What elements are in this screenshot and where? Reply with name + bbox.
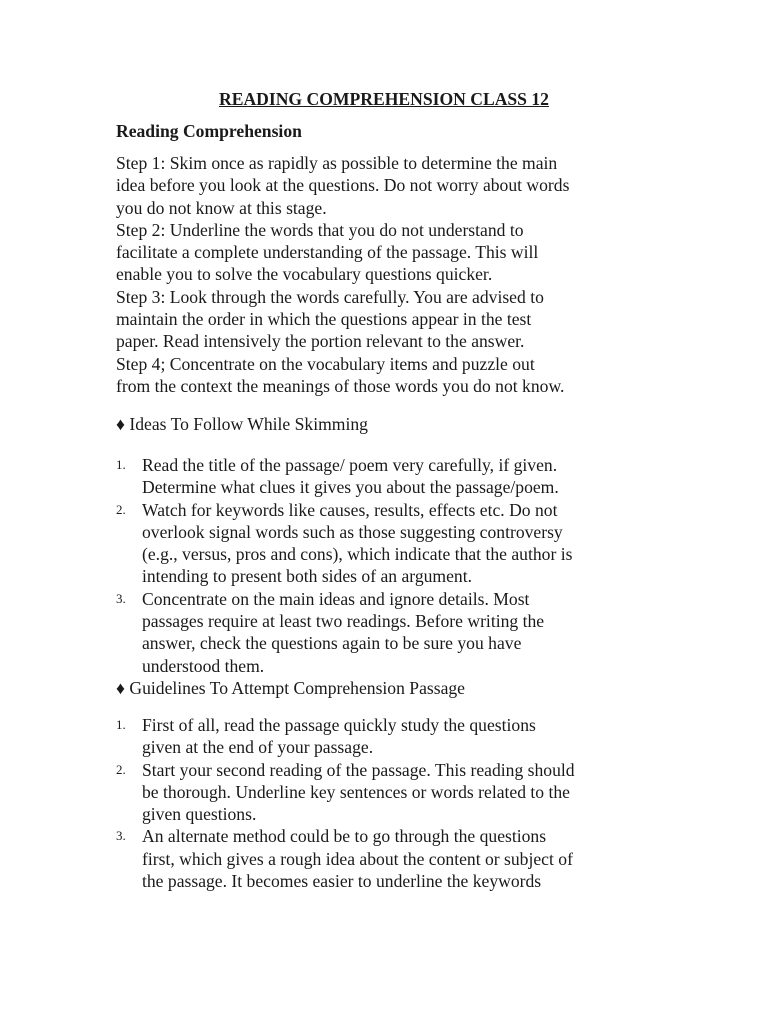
list-line: Watch for keywords like causes, results, effects etc. Do not xyxy=(142,499,558,520)
list-number: 1. xyxy=(116,457,126,472)
list-line: Concentrate on the main ideas and ignore details. Most xyxy=(142,588,530,609)
list-line: answer, check the questions again to be sure you have xyxy=(142,633,522,654)
list-line: given at the end of your passage. xyxy=(142,737,374,758)
steps-line: enable you to solve the vocabulary questions quicker. xyxy=(116,264,493,285)
list-item xyxy=(116,499,696,588)
list-line: given questions. xyxy=(142,804,257,825)
guidelines-heading: ♦ Guidelines To Attempt Comprehension Passage xyxy=(116,678,465,698)
list-number: 3. xyxy=(116,828,126,844)
steps-line: facilitate a complete understanding of the passage. This will xyxy=(116,242,539,263)
list-item xyxy=(116,759,696,826)
list-line: first, which gives a rough idea about the content or subject of xyxy=(142,848,573,869)
document-title: READING COMPREHENSION CLASS 12 xyxy=(219,89,549,109)
skimming-list xyxy=(116,454,696,677)
steps-line: Step 3: Look through the words carefully. You are advised to xyxy=(116,286,544,307)
section-heading: Reading Comprehension xyxy=(116,121,302,141)
steps-line: paper. Read intensively the portion relevant to the answer. xyxy=(116,331,525,352)
list-line: understood them. xyxy=(142,655,265,676)
list-line: First of all, read the passage quickly study the questions xyxy=(142,715,536,735)
steps-line: maintain the order in which the questions appear in the test xyxy=(116,309,532,330)
list-line: intending to present both sides of an argument. xyxy=(142,566,472,587)
list-number: 3. xyxy=(116,590,126,606)
list-item xyxy=(116,454,696,499)
list-item xyxy=(116,714,696,759)
list-item xyxy=(116,825,696,892)
list-number: 1. xyxy=(116,717,126,732)
steps-paragraph xyxy=(116,152,676,397)
steps-line: Step 4; Concentrate on the vocabulary items and puzzle out xyxy=(116,353,535,374)
list-line: the passage. It becomes easier to underline the keywords xyxy=(142,871,542,892)
list-line: An alternate method could be to go through the questions xyxy=(142,826,547,847)
list-line: Read the title of the passage/ poem very carefully, if given. xyxy=(142,455,558,475)
list-number: 2. xyxy=(116,501,126,517)
list-line: Determine what clues it gives you about the passage/poem. xyxy=(142,477,559,498)
guidelines-list xyxy=(116,714,696,892)
list-line: passages require at least two readings. Before writing the xyxy=(142,611,545,632)
list-line: be thorough. Underline key sentences or words related to the xyxy=(142,781,570,802)
skimming-heading: ♦ Ideas To Follow While Skimming xyxy=(116,414,368,434)
list-number: 2. xyxy=(116,761,126,777)
list-line: (e.g., versus, pros and cons), which indicate that the author is xyxy=(142,544,573,565)
steps-line: Step 1: Skim once as rapidly as possible to determine the main xyxy=(116,153,558,173)
steps-line: idea before you look at the questions. Do not worry about words xyxy=(116,175,570,196)
list-line: overlook signal words such as those suggesting controversy xyxy=(142,521,563,542)
steps-line: from the context the meanings of those words you do not know. xyxy=(116,375,565,396)
steps-line: Step 2: Underline the words that you do not understand to xyxy=(116,219,524,240)
list-item xyxy=(116,588,696,677)
list-line: Start your second reading of the passage. This reading should xyxy=(142,759,575,780)
steps-line: you do not know at this stage. xyxy=(116,197,327,218)
